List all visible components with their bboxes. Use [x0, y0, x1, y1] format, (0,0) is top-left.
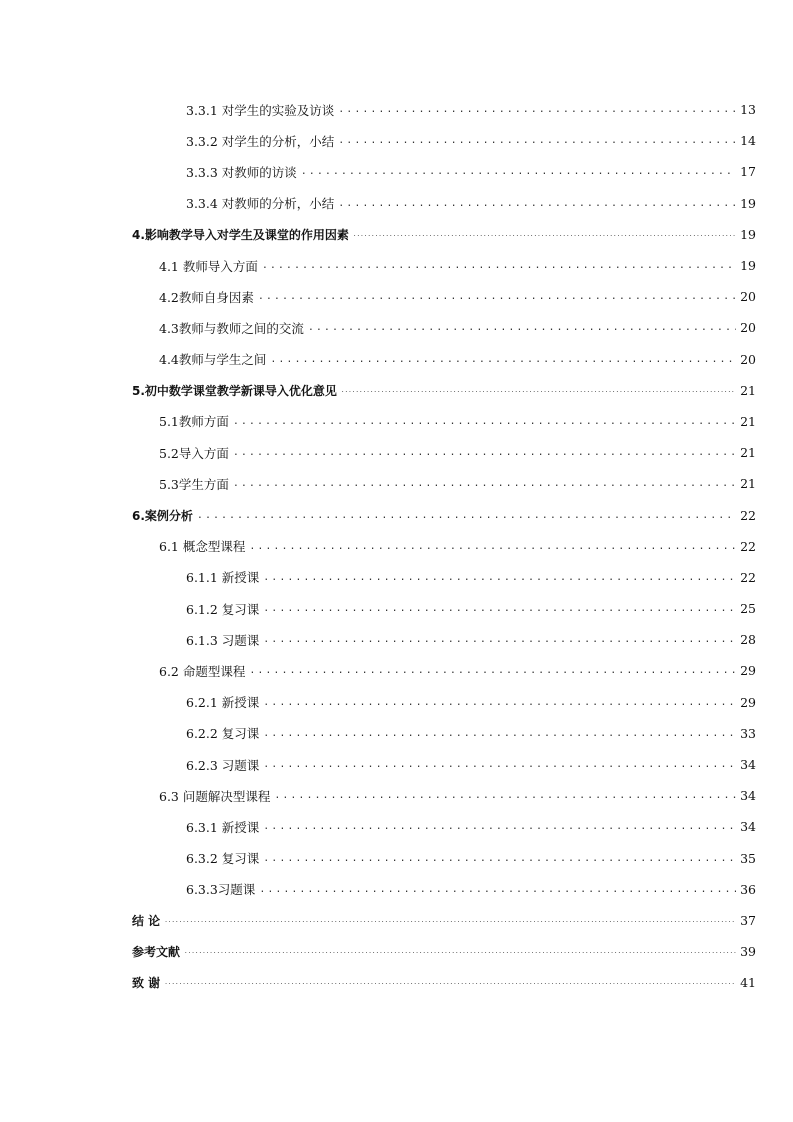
toc-chapter[interactable]	[0, 936, 793, 967]
toc-entry-page: 29	[740, 694, 756, 710]
toc-entry[interactable]	[0, 281, 793, 312]
toc-entry-title: 6.1.2 复习课	[186, 601, 260, 617]
toc-entry-page: 20	[740, 320, 756, 336]
toc-entry[interactable]	[0, 468, 793, 499]
toc-entry[interactable]	[0, 312, 793, 343]
toc-entry-page: 21	[740, 476, 756, 492]
dot-leader	[338, 104, 736, 115]
toc-entry-title: 4.1 教师导入方面	[159, 258, 258, 274]
dot-leader	[338, 135, 736, 146]
toc-entry-title: 6.1.1 新授课	[186, 570, 260, 586]
toc-entry-page: 19	[740, 258, 756, 274]
dot-leader	[308, 322, 736, 333]
toc-entry-title: 6.1.3 习题课	[186, 632, 260, 648]
dot-leader	[274, 790, 736, 801]
toc-entry[interactable]	[0, 406, 793, 437]
toc-entry-page: 20	[740, 351, 756, 367]
toc-entry[interactable]	[0, 437, 793, 468]
toc-entry-title: 致 谢	[132, 976, 161, 991]
toc-entry-page: 34	[740, 757, 756, 773]
toc-entry-title: 3.3.1 对学生的实验及访谈	[186, 102, 335, 118]
toc-entry-page: 13	[740, 102, 756, 118]
dot-leader	[263, 728, 736, 739]
toc-entry-page: 34	[740, 788, 756, 804]
dot-leader	[263, 821, 736, 832]
toc-entry-title: 6.2 命题型课程	[159, 663, 246, 679]
dot-leader	[184, 948, 736, 955]
dot-leader	[249, 665, 736, 676]
toc-entry[interactable]	[0, 749, 793, 780]
toc-entry-title: 5.2导入方面	[159, 445, 229, 461]
dot-leader	[233, 447, 736, 458]
toc-entry[interactable]	[0, 344, 793, 375]
toc-entry-page: 33	[740, 725, 756, 741]
toc-entry-page: 29	[740, 663, 756, 679]
toc-entry-title: 6.3.2 复习课	[186, 851, 260, 867]
toc-entry-title: 4.影响教学导入对学生及课堂的作用因素	[132, 227, 349, 242]
toc-entry-page: 14	[740, 133, 756, 149]
toc-entry[interactable]	[0, 687, 793, 718]
toc-entry[interactable]	[0, 624, 793, 655]
toc-entry-page: 41	[740, 975, 756, 991]
toc-entry-title: 6.3 问题解决型课程	[159, 788, 271, 804]
toc-entry[interactable]	[0, 780, 793, 811]
toc-entry-title: 6.3.1 新授课	[186, 819, 260, 835]
toc-entry-page: 34	[740, 819, 756, 835]
toc-entry-title: 4.3教师与教师之间的交流	[159, 320, 304, 336]
toc-entry-page: 25	[740, 601, 756, 617]
dot-leader	[263, 697, 736, 708]
toc-entry-title: 4.4教师与学生之间	[159, 352, 267, 368]
dot-leader	[197, 510, 736, 521]
toc-entry[interactable]	[0, 811, 793, 842]
dot-leader	[263, 603, 736, 614]
toc-entry-title: 6.3.3习题课	[186, 882, 256, 898]
toc-entry[interactable]	[0, 593, 793, 624]
toc-entry-title: 6.2.3 习题课	[186, 757, 260, 773]
toc-entry-page: 35	[740, 850, 756, 866]
dot-leader	[262, 260, 736, 271]
toc-chapter[interactable]	[0, 905, 793, 936]
dot-leader	[338, 198, 736, 209]
toc-entry-title: 5.初中数学课堂教学新课导入优化意见	[132, 383, 337, 398]
dot-leader	[301, 166, 736, 177]
toc-entry-title: 3.3.2 对学生的分析，小结	[186, 133, 335, 149]
toc-chapter[interactable]	[0, 967, 793, 998]
toc-entry-title: 结 论	[132, 913, 161, 928]
dot-leader	[164, 979, 736, 986]
toc-chapter[interactable]	[0, 375, 793, 406]
dot-leader	[353, 231, 736, 238]
toc-entry-title: 3.3.3 对教师的访谈	[186, 164, 297, 180]
toc-entry[interactable]	[0, 843, 793, 874]
toc-entry-page: 22	[740, 569, 756, 585]
toc-entry-page: 21	[740, 445, 756, 461]
dot-leader	[270, 354, 736, 365]
dot-leader	[263, 759, 736, 770]
toc-chapter[interactable]	[0, 499, 793, 530]
toc-entry-title: 参考文献	[132, 945, 181, 960]
toc-entry-page: 17	[740, 164, 756, 180]
dot-leader	[259, 884, 736, 895]
table-of-contents	[0, 94, 793, 998]
toc-entry-page: 19	[740, 195, 756, 211]
toc-entry-title: 6.案例分析	[132, 508, 193, 523]
toc-chapter[interactable]	[0, 219, 793, 250]
toc-entry[interactable]	[0, 94, 793, 125]
toc-entry-page: 21	[740, 413, 756, 429]
dot-leader	[341, 387, 736, 394]
toc-entry[interactable]	[0, 125, 793, 156]
dot-leader	[164, 917, 736, 924]
dot-leader	[258, 291, 736, 302]
toc-entry[interactable]	[0, 718, 793, 749]
toc-entry[interactable]	[0, 188, 793, 219]
toc-entry-page: 19	[740, 226, 756, 242]
dot-leader	[233, 416, 736, 427]
toc-entry-title: 5.1教师方面	[159, 414, 229, 430]
dot-leader	[263, 853, 736, 864]
toc-entry[interactable]	[0, 250, 793, 281]
toc-entry-page: 36	[740, 881, 756, 897]
toc-entry-title: 3.3.4 对教师的分析，小结	[186, 196, 335, 212]
toc-entry[interactable]	[0, 874, 793, 905]
toc-entry[interactable]	[0, 562, 793, 593]
toc-entry-title: 6.2.2 复习课	[186, 726, 260, 742]
dot-leader	[263, 572, 736, 583]
toc-entry-title: 4.2教师自身因素	[159, 289, 254, 305]
toc-entry-page: 22	[740, 507, 756, 523]
toc-entry-title: 6.2.1 新授课	[186, 695, 260, 711]
dot-leader	[249, 541, 736, 552]
toc-entry-page: 28	[740, 632, 756, 648]
toc-entry-page: 20	[740, 289, 756, 305]
toc-entry-page: 39	[740, 944, 756, 960]
toc-entry-page: 37	[740, 912, 756, 928]
toc-entry-title: 5.3学生方面	[159, 476, 229, 492]
dot-leader	[233, 478, 736, 489]
toc-entry-page: 22	[740, 538, 756, 554]
toc-entry[interactable]	[0, 655, 793, 686]
toc-entry[interactable]	[0, 531, 793, 562]
toc-entry-title: 6.1 概念型课程	[159, 539, 246, 555]
dot-leader	[263, 634, 736, 645]
toc-entry[interactable]	[0, 156, 793, 187]
toc-entry-page: 21	[740, 382, 756, 398]
